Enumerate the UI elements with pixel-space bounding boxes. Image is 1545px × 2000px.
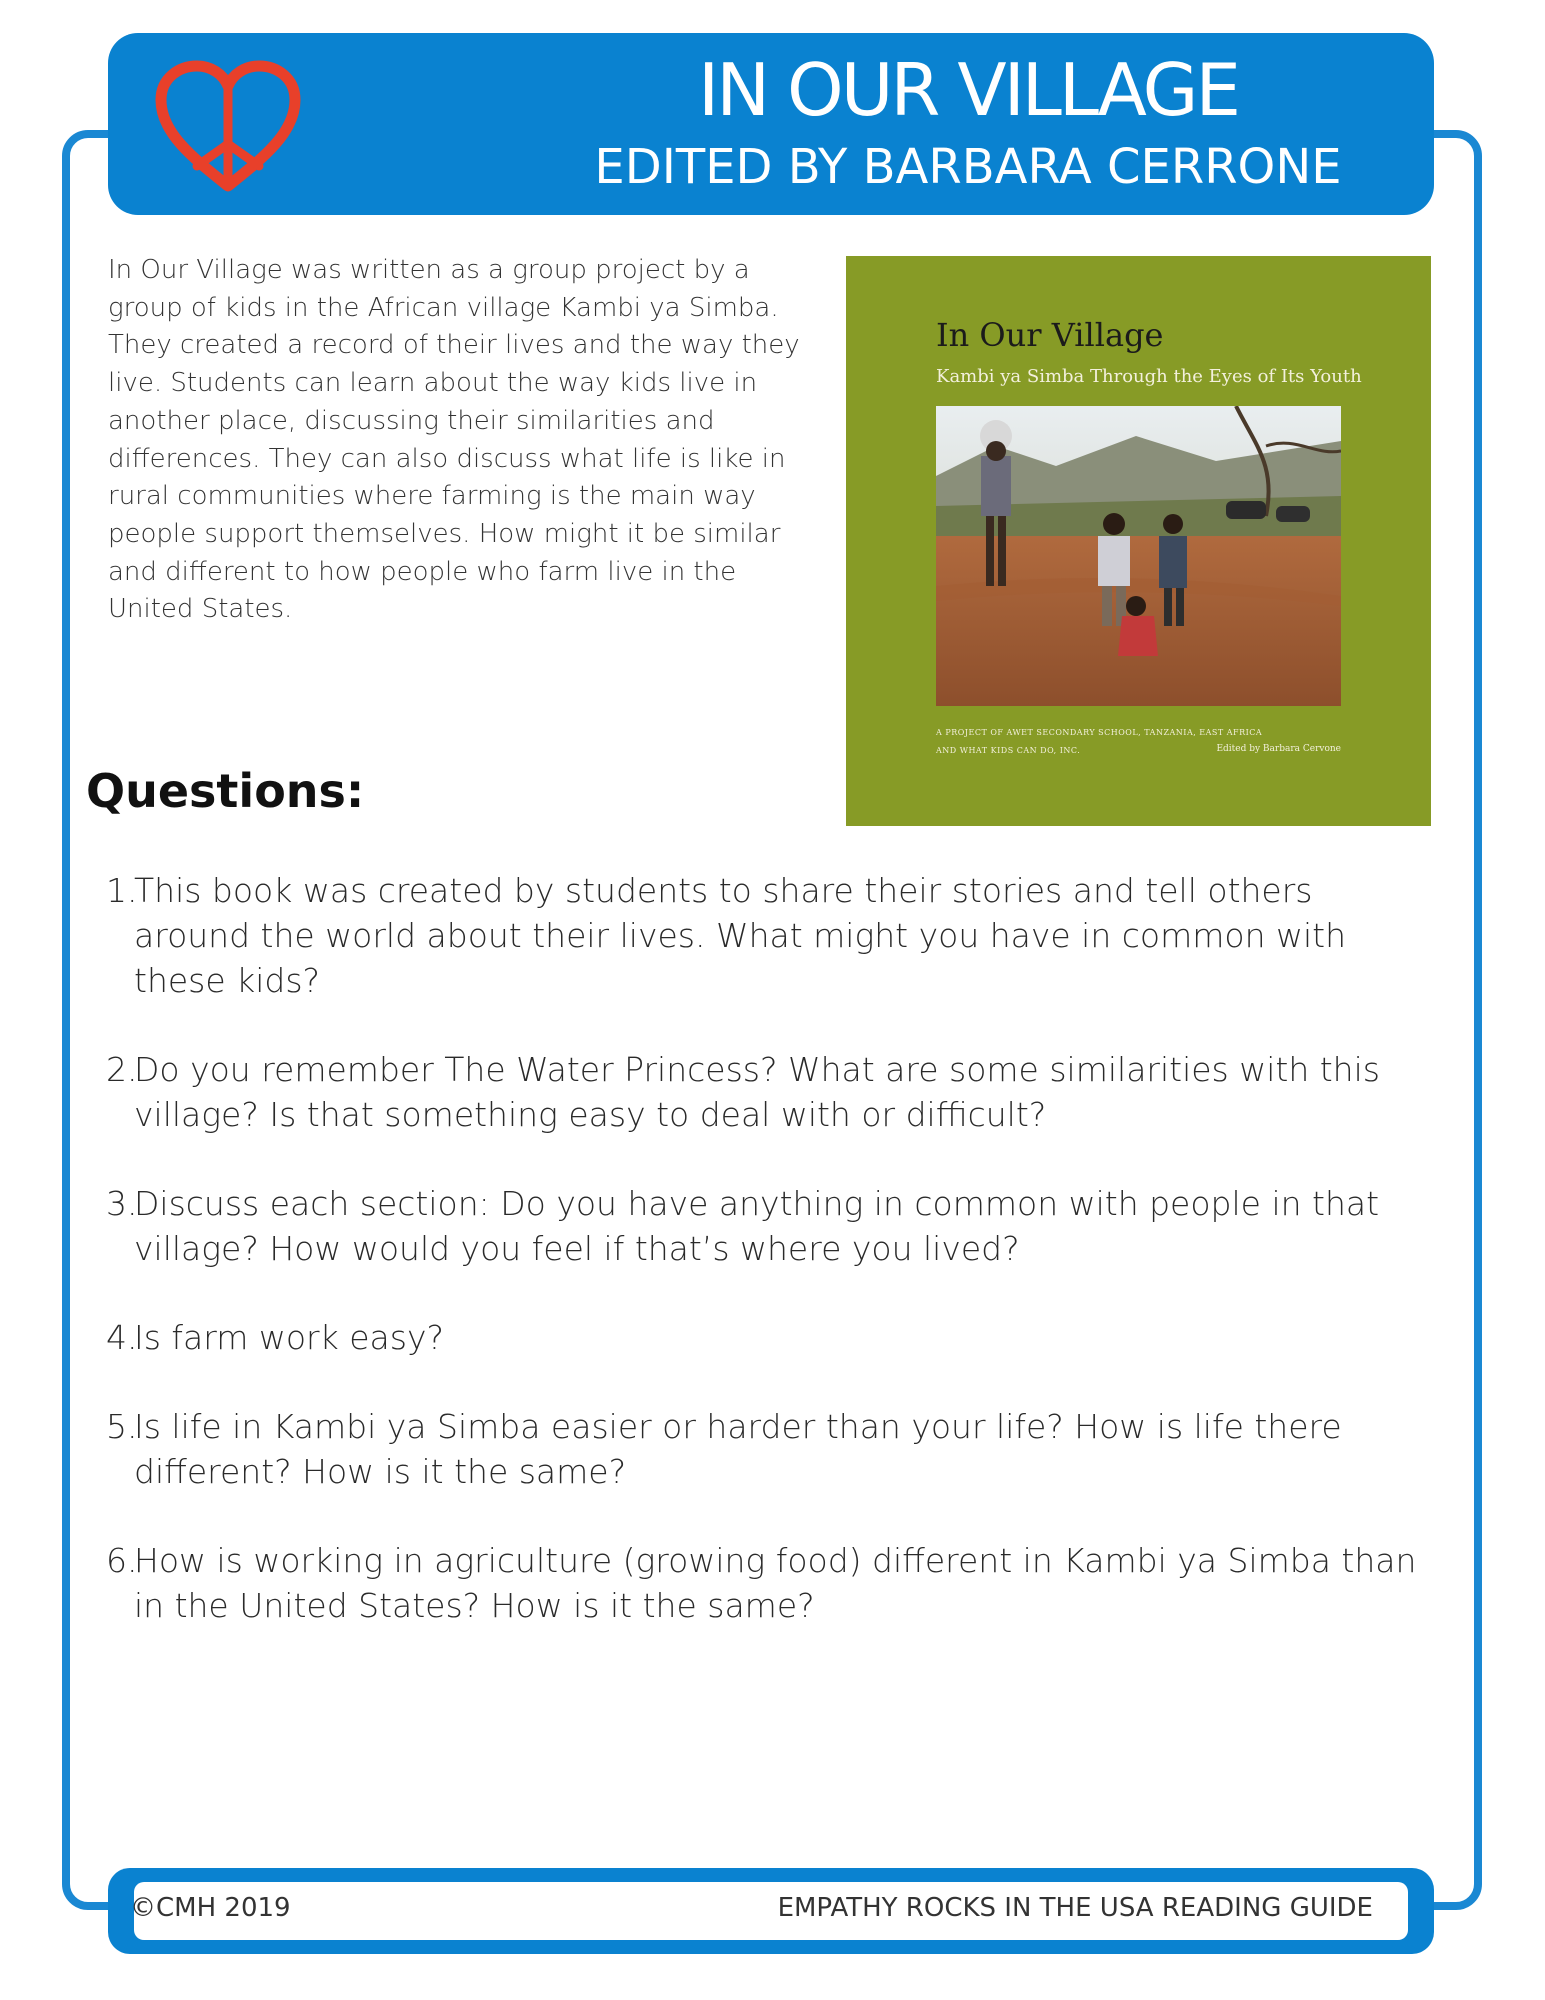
book-cover-credit-line1: A PROJECT OF AWET SECONDARY SCHOOL, TANZANIA, EAST AFRICA <box>936 728 1263 737</box>
question-item <box>106 1047 1436 1137</box>
question-text: Is farm work easy? <box>134 1318 444 1357</box>
question-number: 5. <box>106 1407 138 1446</box>
book-cover-image <box>846 256 1431 826</box>
village-photo <box>936 406 1341 706</box>
question-text: Is life in Kambi ya Simba easier or harder than your life? How is life there different? How is it the same? <box>134 1407 1342 1491</box>
question-item <box>106 1315 1436 1360</box>
question-number: 2. <box>106 1050 138 1089</box>
question-text: How is working in agriculture (growing food) different in Kambi ya Simba than in the United States? How is it the same? <box>134 1541 1417 1625</box>
question-text: Do you remember The Water Princess? What are some similarities with this village? Is that something easy to deal with or difficult? <box>134 1050 1380 1134</box>
question-number: 3. <box>106 1184 138 1223</box>
book-cover-subtitle: Kambi ya Simba Through the Eyes of Its Youth <box>936 366 1362 387</box>
page-title: IN OUR VILLAGE <box>698 48 1238 132</box>
footer-copyright: ©CMH 2019 <box>130 1893 291 1923</box>
question-number: 4. <box>106 1318 138 1357</box>
question-item <box>106 1538 1436 1628</box>
question-item <box>106 1181 1436 1271</box>
question-text: Discuss each section: Do you have anything in common with people in that village? How would you feel if that’s where you lived? <box>134 1184 1380 1268</box>
intro-paragraph: In Our Village was written as a group project by a group of kids in the African village Kambi ya Simba. They created a record of their lives and the way they live. Students can learn about the way kids live in another place, discussing their similarities and differences. They can also discuss what life is like in rural communities where farming is the main way people support themselves. How might it be similar and different to how people who farm live in the United States. <box>108 255 800 625</box>
question-list <box>106 868 1436 1672</box>
question-number: 1. <box>106 871 138 910</box>
question-item <box>106 868 1436 1003</box>
questions-heading: Questions: <box>86 764 365 818</box>
page-subtitle: EDITED BY BARBARA CERRONE <box>594 139 1342 195</box>
heart-peace-icon <box>153 58 303 198</box>
book-cover-credit-line2: AND WHAT KIDS CAN DO, INC. <box>936 746 1081 755</box>
question-item <box>106 1404 1436 1494</box>
header-banner <box>108 33 1434 215</box>
question-number: 6. <box>106 1541 138 1580</box>
book-cover-title: In Our Village <box>936 316 1164 354</box>
question-text: This book was created by students to share their stories and tell others around the world about their lives. What might you have in common with these kids? <box>134 871 1346 1000</box>
footer-guide-name: EMPATHY ROCKS IN THE USA READING GUIDE <box>777 1893 1373 1923</box>
book-cover-editor: Edited by Barbara Cervone <box>1216 744 1341 754</box>
